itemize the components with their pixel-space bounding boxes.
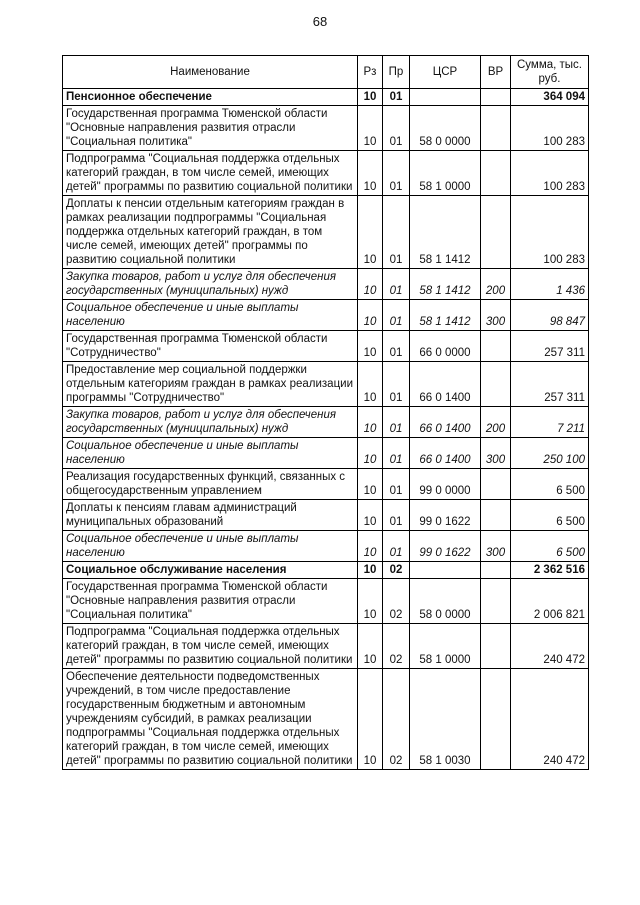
cell-rz: 10 (358, 89, 383, 106)
cell-rz: 10 (358, 624, 383, 669)
cell-vr (481, 500, 511, 531)
cell-csr: 58 1 1412 (410, 196, 481, 269)
cell-rz: 10 (358, 407, 383, 438)
cell-name: Обеспечение деятельности подведомственных учреждений, в том числе предоставление государственным бюджетным и автономным учреждениям субсидий, в рамках реализации подпрограммы "Социальная поддержка отдельных категорий граждан, в том числе семей, имеющих детей" программы по развитию социальной политики (63, 669, 358, 770)
cell-csr (410, 562, 481, 579)
header-name: Наименование (63, 56, 358, 89)
cell-vr: 300 (481, 531, 511, 562)
cell-vr (481, 196, 511, 269)
table-row (63, 300, 589, 331)
cell-name: Государственная программа Тюменской области "Сотрудничество" (63, 331, 358, 362)
cell-sum: 250 100 (511, 438, 589, 469)
cell-name: Социальное обеспечение и иные выплаты населению (63, 438, 358, 469)
table-row (63, 562, 589, 579)
cell-name: Государственная программа Тюменской области "Основные направления развития отрасли "Социальная политика" (63, 106, 358, 151)
header-rz: Рз (358, 56, 383, 89)
cell-name: Пенсионное обеспечение (63, 89, 358, 106)
cell-pr: 01 (383, 331, 410, 362)
cell-pr: 01 (383, 300, 410, 331)
cell-pr: 02 (383, 669, 410, 770)
cell-rz: 10 (358, 531, 383, 562)
cell-name: Социальное обеспечение и иные выплаты населению (63, 300, 358, 331)
cell-vr (481, 151, 511, 196)
cell-csr: 58 1 0030 (410, 669, 481, 770)
cell-sum: 364 094 (511, 89, 589, 106)
cell-pr: 01 (383, 106, 410, 151)
header-sum: Сумма, тыс. руб. (511, 56, 589, 89)
cell-rz: 10 (358, 500, 383, 531)
cell-csr: 58 1 1412 (410, 269, 481, 300)
cell-rz: 10 (358, 106, 383, 151)
cell-sum: 6 500 (511, 500, 589, 531)
table-row (63, 531, 589, 562)
cell-pr: 01 (383, 89, 410, 106)
cell-pr: 01 (383, 531, 410, 562)
cell-csr: 66 0 1400 (410, 362, 481, 407)
cell-vr (481, 669, 511, 770)
cell-csr: 66 0 1400 (410, 438, 481, 469)
header-vr: ВР (481, 56, 511, 89)
table-row (63, 269, 589, 300)
cell-rz: 10 (358, 562, 383, 579)
cell-sum: 240 472 (511, 669, 589, 770)
cell-vr: 300 (481, 438, 511, 469)
cell-pr: 01 (383, 500, 410, 531)
cell-sum: 100 283 (511, 106, 589, 151)
cell-sum: 1 436 (511, 269, 589, 300)
cell-sum: 7 211 (511, 407, 589, 438)
cell-sum: 100 283 (511, 151, 589, 196)
cell-rz: 10 (358, 151, 383, 196)
table-row (63, 331, 589, 362)
cell-name: Подпрограмма "Социальная поддержка отдельных категорий граждан, в том числе семей, имеющих детей" программы по развитию социальной политики (63, 624, 358, 669)
cell-name: Государственная программа Тюменской области "Основные направления развития отрасли "Социальная политика" (63, 579, 358, 624)
cell-csr: 66 0 0000 (410, 331, 481, 362)
cell-csr: 58 1 0000 (410, 151, 481, 196)
table-row (63, 624, 589, 669)
cell-pr: 01 (383, 407, 410, 438)
cell-sum: 2 362 516 (511, 562, 589, 579)
cell-rz: 10 (358, 269, 383, 300)
cell-name: Предоставление мер социальной поддержки отдельным категориям граждан в рамках реализации программы "Сотрудничество" (63, 362, 358, 407)
cell-name: Реализация государственных функций, связанных с общегосударственным управлением (63, 469, 358, 500)
cell-rz: 10 (358, 438, 383, 469)
cell-name: Подпрограмма "Социальная поддержка отдельных категорий граждан, в том числе семей, имеющих детей" программы по развитию социальной политики (63, 151, 358, 196)
cell-pr: 01 (383, 438, 410, 469)
table-row (63, 669, 589, 770)
table-row (63, 106, 589, 151)
cell-sum: 257 311 (511, 362, 589, 407)
cell-vr (481, 362, 511, 407)
cell-name: Доплаты к пенсии отдельным категориям граждан в рамках реализации подпрограммы "Социальная поддержка отдельных категорий граждан, в том числе семей, имеющих детей" программы по развитию социальной политики (63, 196, 358, 269)
cell-csr: 58 0 0000 (410, 579, 481, 624)
cell-csr: 99 0 1622 (410, 531, 481, 562)
header-csr: ЦСР (410, 56, 481, 89)
cell-vr (481, 469, 511, 500)
cell-csr: 99 0 0000 (410, 469, 481, 500)
cell-sum: 257 311 (511, 331, 589, 362)
cell-name: Закупка товаров, работ и услуг для обеспечения государственных (муниципальных) нужд (63, 407, 358, 438)
table-header (63, 56, 589, 89)
table-row (63, 151, 589, 196)
cell-vr (481, 579, 511, 624)
cell-sum: 2 006 821 (511, 579, 589, 624)
cell-vr (481, 89, 511, 106)
cell-vr: 200 (481, 407, 511, 438)
cell-pr: 01 (383, 196, 410, 269)
cell-name: Социальное обеспечение и иные выплаты населению (63, 531, 358, 562)
cell-rz: 10 (358, 362, 383, 407)
cell-pr: 01 (383, 151, 410, 196)
table-row (63, 362, 589, 407)
cell-csr: 58 1 1412 (410, 300, 481, 331)
cell-csr: 58 1 0000 (410, 624, 481, 669)
table-body (63, 89, 589, 770)
cell-pr: 02 (383, 624, 410, 669)
table-row (63, 500, 589, 531)
cell-pr: 01 (383, 269, 410, 300)
cell-rz: 10 (358, 196, 383, 269)
cell-pr: 01 (383, 362, 410, 407)
cell-csr: 66 0 1400 (410, 407, 481, 438)
cell-rz: 10 (358, 469, 383, 500)
header-pr: Пр (383, 56, 410, 89)
cell-csr (410, 89, 481, 106)
table-row (63, 196, 589, 269)
cell-rz: 10 (358, 669, 383, 770)
cell-rz: 10 (358, 300, 383, 331)
cell-csr: 58 0 0000 (410, 106, 481, 151)
cell-name: Социальное обслуживание населения (63, 562, 358, 579)
table-row (63, 579, 589, 624)
budget-table (62, 55, 589, 770)
cell-vr (481, 106, 511, 151)
cell-csr: 99 0 1622 (410, 500, 481, 531)
cell-rz: 10 (358, 331, 383, 362)
table-row (63, 469, 589, 500)
cell-name: Доплаты к пенсиям главам администраций муниципальных образований (63, 500, 358, 531)
cell-vr (481, 331, 511, 362)
cell-sum: 240 472 (511, 624, 589, 669)
table-row (63, 89, 589, 106)
cell-pr: 02 (383, 562, 410, 579)
cell-sum: 6 500 (511, 531, 589, 562)
cell-name: Закупка товаров, работ и услуг для обеспечения государственных (муниципальных) нужд (63, 269, 358, 300)
cell-pr: 01 (383, 469, 410, 500)
cell-vr: 200 (481, 269, 511, 300)
cell-vr (481, 624, 511, 669)
cell-sum: 6 500 (511, 469, 589, 500)
cell-vr: 300 (481, 300, 511, 331)
table-row (63, 407, 589, 438)
cell-rz: 10 (358, 579, 383, 624)
table-row (63, 438, 589, 469)
cell-pr: 02 (383, 579, 410, 624)
cell-sum: 100 283 (511, 196, 589, 269)
cell-sum: 98 847 (511, 300, 589, 331)
cell-vr (481, 562, 511, 579)
page-number: 68 (312, 14, 328, 29)
